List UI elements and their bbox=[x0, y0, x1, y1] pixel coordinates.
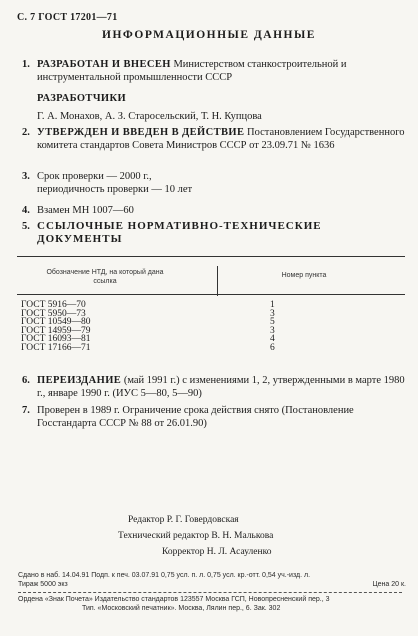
page-title: ИНФОРМАЦИОННЫЕ ДАННЫЕ bbox=[102, 29, 316, 41]
table-row: ГОСТ 10549—80 5 bbox=[21, 317, 275, 328]
developers-list: Г. А. Монахов, А. З. Старосельский, Т. Н. Купцова bbox=[37, 111, 262, 122]
imprint-divider bbox=[18, 592, 402, 593]
item-2-text: Постановлением Государственного комитета стандартов Совета Министров СССР от 23.09.71 № 1636 bbox=[37, 127, 405, 151]
imprint-line-1: Сдано в наб. 14.04.91 Подп. к печ. 03.07.91 0,75 усл. п. л. 0,75 усл. кр.-отт. 0,54 уч.-изд. л. bbox=[18, 572, 311, 579]
printer-line-2: Тип. «Московский печатник». Москва, Лялин пер., 6. Зак. 302 bbox=[82, 604, 281, 612]
item-1-number: 1. bbox=[22, 59, 30, 70]
item-4-number: 4. bbox=[22, 205, 30, 216]
developers-label: РАЗРАБОТЧИКИ bbox=[37, 93, 127, 104]
table-header-document: Обозначение НТД, на который дана ссылка bbox=[46, 269, 164, 285]
item-2-number: 2. bbox=[22, 127, 30, 138]
item-6-number: 6. bbox=[22, 375, 30, 386]
page-header: С. 7 ГОСТ 17201—71 bbox=[17, 12, 118, 23]
item-6 bbox=[22, 374, 406, 402]
item-1-text: Министерством станкостроительной и инструментальной промышленности СССР bbox=[37, 59, 347, 83]
item-6-text: (май 1991 г.) с изменениями 1, 2, утвержденными в марте 1980 г., январе 1990 г. (ИУС 5—80, 5—90) bbox=[37, 375, 405, 399]
item-4 bbox=[22, 204, 406, 218]
printer-line-1: Ордена «Знак Почета» Издательство стандартов 123557 Москва ГСП, Новопресненский пер., 3 bbox=[18, 596, 330, 603]
printer-block bbox=[18, 596, 406, 613]
imprint-block bbox=[18, 572, 406, 589]
item-3-line-1: Срок проверки — 2000 г., bbox=[37, 171, 152, 182]
item-2-heading: УТВЕРЖДЕН И ВВЕДЕН В ДЕЙСТВИЕ bbox=[37, 127, 245, 138]
item-5-heading: ССЫЛОЧНЫЕ НОРМАТИВНО-ТЕХНИЧЕСКИЕ ДОКУМЕНТЫ bbox=[37, 220, 322, 245]
table-row: ГОСТ 16093—81 4 bbox=[21, 334, 275, 345]
corrector-credit: Корректор Н. Л. Асауленко bbox=[162, 547, 272, 557]
item-6-heading: ПЕРЕИЗДАНИЕ bbox=[37, 375, 122, 386]
imprint-line-2: Тираж 5000 экз Цена 20 к. bbox=[18, 580, 406, 588]
table-rows bbox=[21, 301, 401, 353]
item-2 bbox=[22, 126, 406, 166]
item-7-number: 7. bbox=[22, 405, 30, 416]
table-row: ГОСТ 14959—79 3 bbox=[21, 325, 275, 336]
item-1-heading: РАЗРАБОТАН И ВНЕСЕН bbox=[37, 59, 171, 70]
item-7 bbox=[22, 404, 406, 432]
tech-editor-credit: Технический редактор В. Н. Малькова bbox=[118, 531, 274, 541]
table-row: ГОСТ 5950—73 3 bbox=[21, 308, 275, 319]
item-4-text: Взамен МН 1007—60 bbox=[37, 205, 134, 216]
table-top-rule bbox=[17, 256, 405, 257]
item-5-number: 5. bbox=[22, 221, 30, 232]
table-header-point: Номер пункта bbox=[281, 272, 327, 279]
item-3-number: 3. bbox=[22, 171, 30, 182]
item-1 bbox=[22, 58, 406, 86]
table-header-rule bbox=[17, 294, 405, 295]
editor-credit: Редактор Р. Г. Говердовская bbox=[128, 515, 239, 525]
table-row: ГОСТ 5916—70 1 bbox=[21, 300, 275, 310]
table-column-divider bbox=[217, 266, 218, 296]
item-7-text: Проверен в 1989 г. Ограничение срока действия снято (Постановление Госстандарта СССР № 88 от 26.01.90) bbox=[37, 405, 354, 429]
table-row: ГОСТ 17166—71 6 bbox=[21, 342, 275, 353]
item-3 bbox=[22, 170, 406, 198]
item-5 bbox=[22, 220, 406, 248]
item-3-line-2: периодичность проверки — 10 лет bbox=[37, 184, 193, 195]
